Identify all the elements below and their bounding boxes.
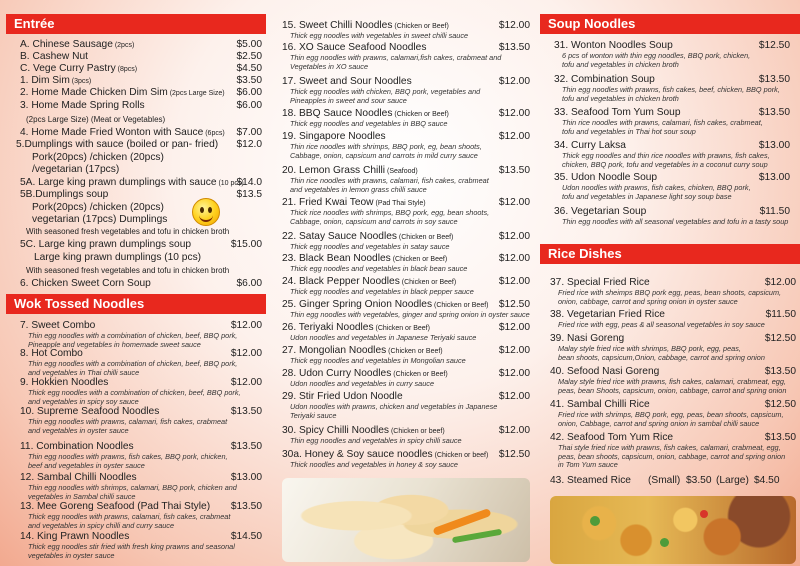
noodle-item-tag: (Seafood) bbox=[385, 168, 418, 175]
noodle-item-price: $12.50 bbox=[498, 449, 530, 460]
wok-item-desc: Thin egg noodles with shrimps, calamari, BBQ pork, chicken and bbox=[28, 483, 237, 492]
rice-item-name: 37. Special Fried Rice bbox=[550, 277, 650, 288]
noodle-item-desc: Thin rice noodles with shrimps, BBQ pork, eg, bean shoots, bbox=[290, 142, 482, 151]
dumplings-photo bbox=[282, 478, 530, 562]
entree-item-name: (2pcs Large Size) (Meat or Vegetables) bbox=[26, 115, 166, 124]
noodle-item-name: 19. Singapore Noodles bbox=[282, 131, 386, 142]
wok-item-price: $14.50 bbox=[230, 531, 262, 542]
noodle-item-price: $12.00 bbox=[498, 231, 530, 242]
entree-item-name: 1. Dim Sim bbox=[20, 75, 70, 86]
entree-item-name: 6. Chicken Sweet Corn Soup bbox=[20, 278, 151, 289]
noodle-item-desc: Thick egg noodles and vegetables in Mongolian sauce bbox=[290, 356, 466, 365]
noodle-item-tag: (Chicken or Beef) bbox=[373, 325, 430, 332]
wok-item-desc: beef and vegetables in oyster sauce bbox=[28, 460, 145, 470]
noodle-item-name: 30a. Honey & Soy sauce noodles bbox=[282, 449, 433, 460]
rice-item-desc: in Tom Yum sauce bbox=[558, 460, 618, 470]
soup-item-desc: tofu and vegetables in Thai hot sour soup bbox=[562, 126, 696, 136]
entree-item bbox=[20, 189, 262, 201]
noodle-item-price: $12.00 bbox=[498, 391, 530, 402]
rice-item-name: 40. Sefood Nasi Goreng bbox=[550, 366, 660, 377]
entree-item bbox=[32, 152, 262, 164]
wok-item-desc: Pineapple and vegetables in homemade sweet sauce bbox=[28, 339, 201, 349]
noodle-item-name: 25. Ginger Spring Onion Noodles bbox=[282, 299, 433, 310]
wok-header: Wok Tossed Noodles bbox=[6, 294, 266, 314]
noodle-item-desc: Thick noodles and vegetables in honey & soy sauce bbox=[290, 460, 458, 469]
noodle-item-price: $12.00 bbox=[498, 131, 530, 142]
rice-item bbox=[550, 475, 796, 487]
entree-item-name: /vegetarian (17pcs) bbox=[32, 164, 120, 175]
rice-item-name: 43. Steamed Rice bbox=[550, 475, 631, 486]
soup-item-desc: chicken, BBQ pork, tofu and vegetables in a coconut curry soup bbox=[562, 159, 768, 169]
entree-item bbox=[32, 202, 262, 214]
soup-item-desc: tofu and vegetables in chicken broth bbox=[562, 93, 679, 103]
rice-item-desc: onion, cabbage, carrot and spring onion in oyster sauce bbox=[558, 296, 738, 306]
entree-item-price: $4.50 bbox=[236, 63, 262, 74]
rice-item-name: 42. Seafood Tom Yum Rice bbox=[550, 432, 674, 443]
noodle-item-desc: Thick egg noodles and vegetables in black pepper sauce bbox=[290, 287, 474, 296]
noodle-item-name: 23. Black Bean Noodles bbox=[282, 253, 391, 264]
noodle-item-name: 20. Lemon Grass Chilli bbox=[282, 165, 386, 176]
rice-item-price: $11.50 bbox=[765, 309, 796, 320]
fried-rice-photo bbox=[550, 496, 796, 564]
noodle-item-desc: Thick egg noodles and vegetables in BBQ sauce bbox=[290, 119, 448, 128]
wok-item-desc: Thin egg noodles with prawns, fish cakes, BBQ pork, chicken, bbox=[28, 452, 228, 461]
noodle-item-desc: Thick rice noodles with shrimps, BBQ pork, egg, bean shoots, bbox=[290, 208, 490, 217]
noodle-item-desc: Thin egg noodles with prawns, calamari,fish cakes, crabmeat and bbox=[290, 53, 502, 62]
noodle-item-desc: Udon noodles and vegetables in Japanese Teriyaki sauce bbox=[290, 333, 477, 342]
noodle-item-name: 28. Udon Curry Noodles bbox=[282, 368, 392, 379]
entree-item-name: B. Cashew Nut bbox=[20, 51, 88, 62]
entree-item-name: Pork(20pcs) /chicken (20pcs) bbox=[32, 152, 164, 163]
soup-item-price: $13.00 bbox=[758, 172, 790, 183]
noodle-item-desc: Pineapples in sweet and sour sauce bbox=[290, 95, 407, 105]
entree-item bbox=[32, 214, 262, 226]
soup-item-price: $12.50 bbox=[758, 40, 790, 51]
right-column bbox=[538, 0, 800, 566]
entree-item-price: $7.00 bbox=[236, 127, 262, 138]
rice-item-price: $13.50 bbox=[764, 432, 796, 443]
entree-item-name: With seasoned fresh vegetables and tofu in chicken broth bbox=[26, 227, 230, 236]
wok-item-name: 12. Sambal Chilli Noodles bbox=[20, 472, 137, 483]
noodle-item-price: $13.50 bbox=[498, 42, 530, 53]
soup-item-name: 33. Seafood Tom Yum Soup bbox=[554, 107, 681, 118]
noodle-item-tag: (Chicken or Beef) bbox=[386, 348, 443, 355]
noodle-item-name: 27. Mongolian Noodles bbox=[282, 345, 387, 356]
noodle-item-name: 21. Fried Kwai Teow bbox=[282, 197, 374, 208]
noodle-item-desc: Thick egg noodles with vegetables in sweet chilli sauce bbox=[290, 31, 469, 40]
wok-item-desc: Thick egg noodles with prawns, calamari, fish cakes, crabmeat bbox=[28, 512, 231, 521]
soup-item-name: 36. Vegetarian Soup bbox=[554, 206, 647, 217]
noodle-item-price: $12.00 bbox=[498, 368, 530, 379]
entree-item-note: (2pcs Large Size) bbox=[167, 90, 225, 97]
entree-item bbox=[32, 164, 262, 176]
noodle-item-desc: Vegetables in XO sauce bbox=[290, 61, 369, 71]
noodle-item-tag: (Chicken or Beef) bbox=[396, 234, 454, 241]
soup-item-desc: Udon noodles with prawns, fish cakes, chicken, BBQ pork, bbox=[562, 183, 751, 192]
wok-item-desc: Thick egg noodles with a combination of chicken, beef, BBQ pork, bbox=[28, 388, 241, 397]
soup-item-name: 31. Wonton Noodles Soup bbox=[554, 40, 673, 51]
entree-item-name: With seasoned fresh vegetables and tofu in chicken broth bbox=[26, 266, 230, 275]
soup-item-price: $13.50 bbox=[758, 107, 790, 118]
wok-item-name: 7. Sweet Combo bbox=[20, 320, 96, 331]
noodle-item-tag: (Chicken or beef) bbox=[432, 452, 489, 459]
noodle-item-tag: (Chicken or Beef) bbox=[392, 23, 449, 30]
entree-item bbox=[26, 114, 262, 126]
soup-item-price: $11.50 bbox=[759, 206, 790, 217]
entree-item-note: (8pcs) bbox=[115, 66, 138, 73]
rice-item-large: (Large) bbox=[716, 475, 749, 486]
soup-item-desc: 6 pcs of wonton with thin egg noodles, BBQ pork, chicken, bbox=[562, 51, 751, 60]
entree-item-note: (3pcs) bbox=[69, 78, 92, 85]
wok-item-price: $13.50 bbox=[230, 441, 262, 452]
wok-item-desc: and vegetables in spicy chilli and curry sauce bbox=[28, 520, 175, 530]
rice-item-desc: peas, bean shoots, capsicum, onion, cabbage, carrot and spring onion bbox=[558, 451, 786, 461]
rice-item-desc: Malay style fried rice with shrimps, BBQ pork, egg, peas, bbox=[558, 344, 741, 353]
noodle-item-name: 17. Sweet and Sour Noodles bbox=[282, 76, 412, 87]
noodle-item-price: $12.00 bbox=[498, 108, 530, 119]
entree-item-price: $13.5 bbox=[236, 189, 262, 200]
entree-item-name: vegetarian (17pcs) Dumplings bbox=[32, 214, 168, 225]
wok-item-price: $13.50 bbox=[230, 406, 262, 417]
wok-item-desc: Thin egg noodles with prawns, calamari, fish cakes, crabmeat bbox=[28, 417, 228, 426]
rice-item-price: $13.50 bbox=[764, 366, 796, 377]
entree-item-note: (10 pcs) bbox=[216, 180, 244, 187]
wok-item-desc: and vegetables in oyster sauce bbox=[28, 425, 129, 435]
noodle-item-price: $12.00 bbox=[498, 322, 530, 333]
entree-item-price: $14.0 bbox=[236, 177, 262, 188]
soup-item-price: $13.50 bbox=[758, 74, 790, 85]
noodle-item-desc: Thick egg noodles and vegetables in satay sauce bbox=[290, 242, 450, 251]
entree-item-name: A. Chinese Sausage bbox=[20, 39, 113, 50]
entree-item-note: (6pcs) bbox=[203, 130, 225, 137]
entree-item-name: 4. Home Made Fried Wonton with Sauce bbox=[20, 127, 204, 138]
left-column bbox=[0, 0, 270, 566]
soup-item-name: 32. Combination Soup bbox=[554, 74, 655, 85]
wok-item-price: $13.00 bbox=[230, 472, 262, 483]
entree-item-name: 5B.Dumplings soup bbox=[20, 189, 109, 200]
soup-item-desc: Thin egg noodles with all seasonal vegetables and tofu in a tasty soup bbox=[562, 217, 789, 226]
rice-item-desc: Fried rice with sheimps BBQ pork egg, peas, bean shoots, capsicum, bbox=[558, 288, 782, 297]
noodle-item-tag: (Chicken or Beef) bbox=[391, 371, 448, 378]
rice-item-price: $12.50 bbox=[764, 399, 796, 410]
rice-item-name: 39. Nasi Goreng bbox=[550, 333, 625, 344]
noodle-item-tag: (Chicken or Beef) bbox=[399, 279, 457, 286]
noodle-item-tag: (Chicken or Beef) bbox=[392, 111, 449, 118]
wok-item-desc: and vegetables in Thai chilli sauce bbox=[28, 367, 140, 377]
rice-item-price: $12.50 bbox=[764, 333, 796, 344]
rice-item-small: (Small) bbox=[648, 475, 681, 486]
entree-item-price: $15.00 bbox=[230, 239, 262, 250]
smiley-emoji-icon bbox=[192, 198, 220, 226]
wok-item-desc: Thin egg noodles with a combination of chicken, beef, BBQ pork, bbox=[28, 359, 238, 368]
noodle-item-tag: (Pad Thai Style) bbox=[373, 200, 426, 207]
soup-item-desc: Thick egg noodles and thin rice noodles with prawns, fish cakes, bbox=[562, 151, 770, 160]
soup-item-name: 35. Udon Noodle Soup bbox=[554, 172, 658, 183]
noodle-item-tag: (Chicken or Beef) bbox=[390, 256, 448, 263]
soup-item-price: $13.00 bbox=[758, 140, 790, 151]
entree-item-name: 2. Home Made Chicken Dim Sim bbox=[20, 87, 168, 98]
rice-item-desc: Thai style fried rice with prawns, fish cakes, calamari, crabmeat, egg, bbox=[558, 443, 781, 452]
rice-item-large-price: $4.50 bbox=[754, 475, 780, 486]
wok-item-name: 9. Hokkien Noodles bbox=[20, 377, 109, 388]
noodle-item-price: $12.50 bbox=[498, 299, 530, 310]
wok-item-desc: vegetables in oyster sauce bbox=[28, 550, 115, 560]
entree-item bbox=[20, 239, 262, 251]
noodle-item-price: $12.00 bbox=[498, 20, 530, 31]
rice-item-desc: peas, bean Shoots, capsicum, onion, cabbage, carrot and spring onion bbox=[558, 385, 787, 395]
entree-item bbox=[34, 252, 262, 264]
entree-item-name: 3. Home Made Spring Rolls bbox=[20, 100, 145, 111]
soup-item-desc: tofu and vegetables in Japanese light soy soup base bbox=[562, 191, 732, 201]
rice-item-desc: Fried rice with egg, peas & all seasonal vegetables in soy sauce bbox=[558, 320, 765, 329]
noodle-item-tag: (Chicken or Beef) bbox=[432, 302, 489, 309]
wok-item-price: $12.00 bbox=[230, 377, 262, 388]
noodle-item-price: $12.00 bbox=[498, 425, 530, 436]
entree-item bbox=[26, 265, 262, 277]
entree-item-price: $6.00 bbox=[236, 278, 262, 289]
wok-item-desc: vegetables in Sambal chilli sauce bbox=[28, 491, 136, 501]
noodle-item-name: 16. XO Sauce Seafood Noodles bbox=[282, 42, 427, 53]
noodle-item-desc: Thick egg noodles and vegetables in black bean sauce bbox=[290, 264, 468, 273]
entree-item bbox=[20, 51, 262, 63]
soup-item-desc: Thin egg noodles with prawns, fish cakes, beef, chicken, BBQ pork, bbox=[562, 85, 780, 94]
noodle-item-name: 15. Sweet Chilli Noodles bbox=[282, 20, 393, 31]
noodle-item-price: $12.00 bbox=[498, 276, 530, 287]
soup-item-desc: Thin rice noodles with prawns, calamari, fish cakes, crabmeat, bbox=[562, 118, 763, 127]
rice-item-price: $12.00 bbox=[764, 277, 796, 288]
wok-item-name: 13. Mee Goreng Seafood (Pad Thai Style) bbox=[20, 501, 211, 512]
wok-item-name: 11. Combination Noodles bbox=[20, 441, 134, 452]
entree-item-name: 5C. Large king prawn dumplings soup bbox=[20, 239, 192, 250]
noodle-item-name: 29. Stir Fried Udon Noodle bbox=[282, 391, 403, 402]
noodle-item-desc: Thin rice noodles with prawns, calamari, fish cakes, crabmeat bbox=[290, 176, 489, 185]
entree-item-price: $12.0 bbox=[236, 139, 262, 150]
entree-item-name: 5.Dumplings with sauce (boiled or pan- fried) bbox=[16, 139, 219, 150]
rice-item-desc: Malay style fried rice with prawns, fish cakes, calamari, crabmeat, egg, bbox=[558, 377, 786, 386]
rice-item-desc: bean shoots, capsicum,Onion, cabbage, carrot and spring onion bbox=[558, 352, 765, 362]
entree-item bbox=[20, 100, 262, 112]
entree-item bbox=[26, 226, 262, 238]
noodle-item-desc: Udon noodles with prawns, chicken and vegetables in Japanese bbox=[290, 402, 498, 411]
wok-item-price: $13.50 bbox=[230, 501, 262, 512]
rice-header: Rice Dishes bbox=[540, 244, 800, 264]
wok-item-price: $12.00 bbox=[230, 320, 262, 331]
noodle-item-price: $12.00 bbox=[498, 253, 530, 264]
entree-item-price: $5.00 bbox=[236, 39, 262, 50]
rice-item-name: 41. Sambal Chilli Rice bbox=[550, 399, 650, 410]
entree-item-name: C. Vege Curry Pastry bbox=[20, 63, 116, 74]
entree-item-price: $6.00 bbox=[236, 87, 262, 98]
noodle-item-name: 30. Spicy Chilli Noodles bbox=[282, 425, 390, 436]
rice-item-desc: Fried rice with shrimps, BBQ pork, egg, peas, bean shoots, capsicum, bbox=[558, 410, 784, 419]
noodle-item-desc: Thick egg noodles with chicken, BBQ pork, vegetables and bbox=[290, 87, 481, 96]
noodle-item-name: 18. BBQ Sauce Noodles bbox=[282, 108, 393, 119]
noodle-item-price: $12.00 bbox=[498, 345, 530, 356]
noodle-item-name: 22. Satay Sauce Noodles bbox=[282, 231, 397, 242]
entree-item-name: Pork(20pcs) /chicken (20pcs) bbox=[32, 202, 164, 213]
soup-item-name: 34. Curry Laksa bbox=[554, 140, 626, 151]
entree-item bbox=[20, 278, 262, 290]
rice-item-name: 38. Vegetarian Fried Rice bbox=[550, 309, 665, 320]
wok-item-desc: and vegetables in spicy soy sauce bbox=[28, 396, 139, 406]
wok-item-desc: Thick egg noodles stir fried with fresh king prawns and seasonal bbox=[28, 542, 235, 551]
wok-item-desc: Thin egg noodles with a combination of chicken, beef, BBQ pork, bbox=[28, 331, 238, 340]
entree-item-price: $2.50 bbox=[236, 51, 262, 62]
noodle-item-tag: (Chicken or beef) bbox=[389, 428, 445, 435]
rice-item-desc: onion, Cabbage, carrot and spring onion in sambal chilli sauce bbox=[558, 418, 760, 428]
entree-item bbox=[20, 87, 262, 100]
noodle-item-desc: Cabbage, onion, capsicum and carrots in soy sauce bbox=[290, 216, 458, 226]
noodle-item-name: 26. Teriyaki Noodles bbox=[282, 322, 374, 333]
wok-item-name: 10. Supreme Seafood Noodles bbox=[20, 406, 160, 417]
noodle-item-desc: Udon noodles and vegetables in curry sauce bbox=[290, 379, 435, 388]
middle-column bbox=[278, 0, 532, 566]
entree-item-name: Large king prawn dumplings (10 pcs) bbox=[34, 252, 202, 263]
entree-header: Entrée bbox=[6, 14, 266, 34]
noodle-item-desc: Cabbage, onion, capsicum and carrots in mild curry sauce bbox=[290, 150, 478, 160]
noodle-item-desc: Thin egg noodles with vegetables, ginger and spring onion in oyster sauce bbox=[290, 310, 530, 319]
wok-item-name: 14. King Prawn Noodles bbox=[20, 531, 130, 542]
entree-item-name: 5A. Large king prawn dumplings with sauce bbox=[20, 177, 217, 188]
noodle-item-price: $12.00 bbox=[498, 197, 530, 208]
soup-header: Soup Noodles bbox=[540, 14, 800, 34]
noodle-item-desc: Thin egg noodles and vegetables in spicy chilli sauce bbox=[290, 436, 462, 445]
noodle-item-name: 24. Black Pepper Noodles bbox=[282, 276, 400, 287]
entree-item-price: $3.50 bbox=[236, 75, 262, 86]
entree-item-price: $6.00 bbox=[236, 100, 262, 111]
noodle-item-desc: Teriyaki sauce bbox=[290, 410, 337, 420]
wok-item-name: 8. Hot Combo bbox=[20, 348, 83, 359]
entree-item-note: (2pcs) bbox=[112, 42, 135, 49]
rice-item-small-price: $3.50 bbox=[686, 475, 712, 486]
entree-item bbox=[16, 139, 262, 151]
wok-item-price: $12.00 bbox=[230, 348, 262, 359]
soup-item-desc: tofu and vegetables in chicken broth bbox=[562, 59, 679, 69]
noodle-item-desc: and vegetables in lemon grass chilli sauce bbox=[290, 184, 427, 194]
noodle-item-price: $12.00 bbox=[498, 76, 530, 87]
noodle-item-price: $13.50 bbox=[498, 165, 530, 176]
